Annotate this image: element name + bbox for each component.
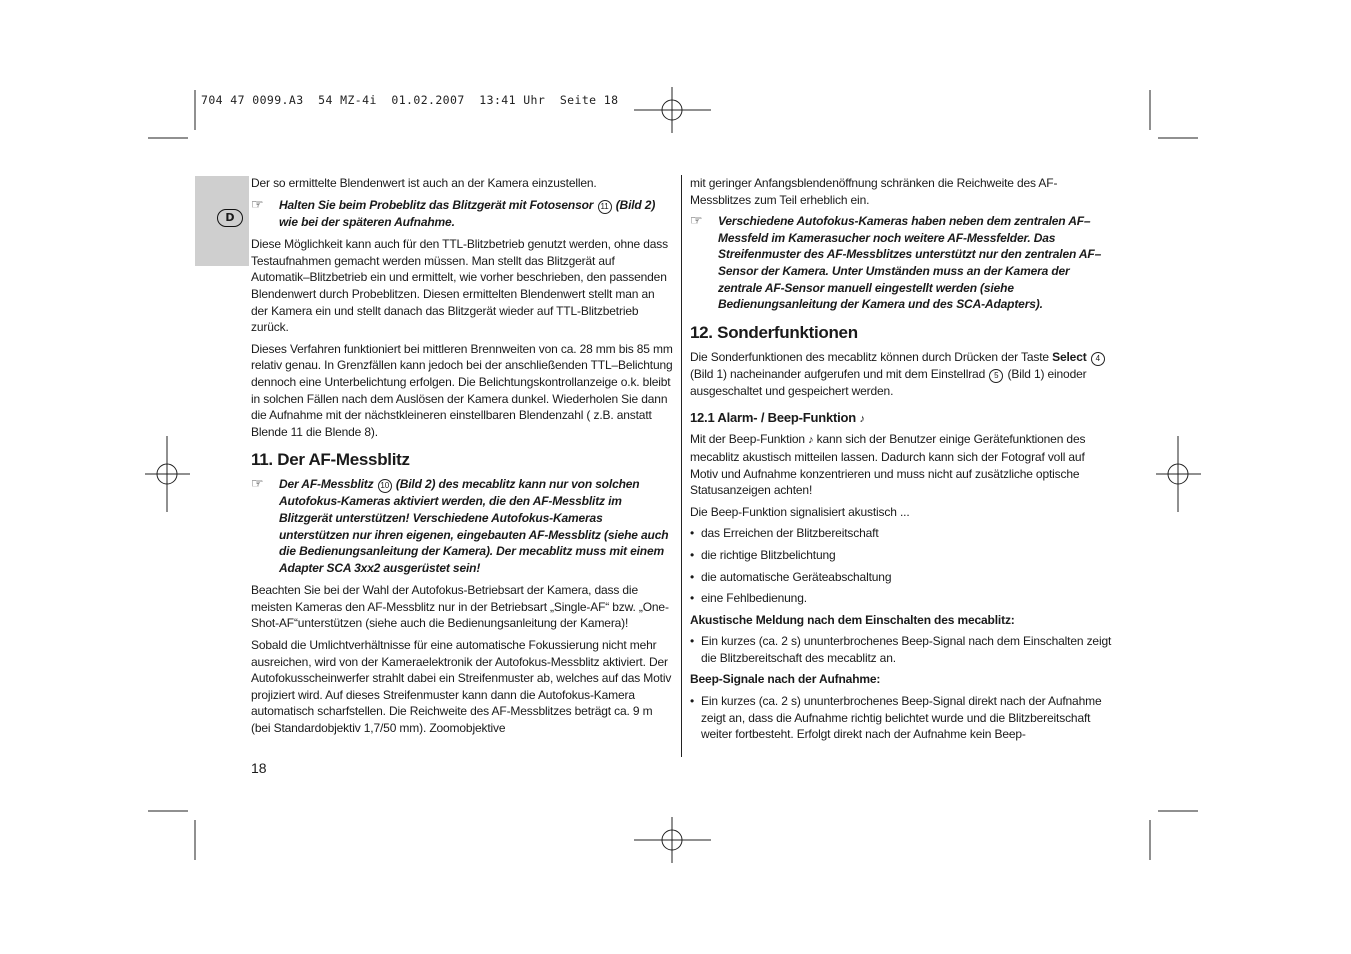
paragraph-betriebsart: Beachten Sie bei der Wahl der Autofokus-Betriebsart der Kamera, dass die meisten Kameras den AF-Messblitz nur in der Betriebsart „Single-AF“ bzw. „One-Shot-AF“unterstützen (siehe auch die Bedienungsanleitung der Kamera)! — [251, 583, 669, 631]
bullet-icon: • — [690, 569, 695, 584]
column-divider — [681, 175, 682, 757]
beep-icon: ♪ — [808, 434, 814, 447]
heading-af-messblitz: 11. Der AF-Messblitz — [251, 450, 410, 470]
list-item: • Ein kurzes (ca. 2 s) ununterbrochenes Beep-Signal nach dem Einschalten zeigt die Blitzbereitschaft des mecablitz an. — [690, 634, 1112, 665]
bullet-icon: • — [690, 547, 695, 562]
registration-mark-top — [634, 87, 711, 133]
paragraph-beep-funktion: Mit der Beep-Funktion ♪ kann sich der Benutzer einige Gerätefunktionen des mecablitz akustisch mitteilen lassen. Dadurch kann sich der Fotograf voll auf Motiv und Aufnahme konzentrieren und muss nicht auf zusätzliche optische Statusanzeigen achten! — [690, 432, 1086, 498]
reference-number-10: 10 — [378, 479, 392, 493]
paragraph-sonderfunktionen: Die Sonderfunktionen des mecablitz können durch Drücken der Taste Select 4 (Bild 1) nacheinander aufgerufen und mit dem Einstellrad 5 (Bild 1) einoder ausgeschaltet und gespeichert werden. — [690, 349, 1114, 400]
registration-mark-left — [145, 436, 190, 512]
bullet-icon: • — [690, 634, 695, 649]
note-af-messfelder: ☞ Verschiedene Autofokus-Kameras haben neben dem zentralen AF–Messfeld im Kamerasucher noch weitere AF-Messfelder. Das Streifenmuster des AF-Messblitzes unterstützt nur den zentralen AF–Sensor der Kamera. Unter Umständen muss an der Kamera der zentrale AF-Sensor manuell eingestellt werden (siehe Bedienungsanleitung der Kamera und des SCA-Adapters). — [690, 212, 1102, 312]
list-item: • das Erreichen der Blitzbereitschaft — [690, 526, 879, 541]
left-column — [251, 175, 673, 742]
heading-beep-funktion: 12.1 Alarm- / Beep-Funktion ♪ — [690, 410, 865, 426]
paragraph-umlicht: Sobald die Umlichtverhältnisse für eine automatische Fokussierung nicht mehr ausreichen, wird von der Kameraelektronik der Autofokus-Messblitz aktiviert. Der Autofokusscheinwerfer strahlt dabei ein Streifenmuster ab, welches auf das Motiv projiziert wird. Auf dieses Streifenmuster kann dann die Autofokus-Kamera automatisch scharfstellen. Die Reichweite des AF-Messblitzes beträgt ca. 9 m (bei Standardobjektiv 1,7/50 mm). Zoomobjektive — [251, 638, 672, 736]
pointing-hand-icon: ☞ — [251, 195, 264, 212]
paragraph-brennweiten: Dieses Verfahren funktioniert bei mittleren Brennweiten von ca. 28 mm bis 85 mm relativ genau. In Grenzfällen kann jedoch bei der anschließenden TTL–Belichtung dennoch eine Unterbelichtung erfolgen. Die Belichtungskontrollanzeige o.k. bleibt in solchen Fällen nach dem Auslösen der Kamera dunkel. Wiederholen Sie dann die Aufnahme mit der nächstkleineren einstellbaren Blendenzahl ( z.B. anstatt Blende 11 die Blende 8). — [251, 341, 673, 439]
page-number: 18 — [251, 760, 267, 776]
heading-sonderfunktionen: 12. Sonderfunktionen — [690, 322, 858, 342]
list-item: • eine Fehlbedienung. — [690, 591, 807, 606]
reference-number-11: 11 — [598, 200, 612, 214]
intro-paragraph: Der so ermittelte Blendenwert ist auch an der Kamera einzustellen. — [251, 176, 597, 190]
right-column — [690, 175, 1114, 748]
continuation-paragraph: mit geringer Anfangsblendenöffnung schränken die Reichweite des AF-Messblitzes zum Teil erheblich ein. — [690, 176, 1058, 207]
reference-number-5: 5 — [989, 369, 1003, 383]
list-item: • die richtige Blitzbelichtung — [690, 547, 836, 562]
print-slug-line: 704 47 0099.A3 54 MZ-4i 01.02.2007 13:41 Uhr Seite 18 — [201, 93, 619, 107]
select-key-label: Select — [1052, 349, 1087, 364]
label-nach-aufnahme: Beep-Signale nach der Aufnahme: — [690, 672, 881, 687]
label-einschalten: Akustische Meldung nach dem Einschalten des mecablitz: — [690, 612, 1015, 627]
registration-mark-right — [1156, 436, 1201, 512]
beep-icon: ♪ — [859, 413, 865, 426]
bullet-icon: • — [690, 694, 695, 709]
list-item: • die automatische Geräteabschaltung — [690, 569, 892, 584]
paragraph-signalisiert: Die Beep-Funktion signalisiert akustisch ... — [690, 504, 910, 519]
bullet-icon: • — [690, 526, 695, 541]
paragraph-ttl: Diese Möglichkeit kann auch für den TTL-Blitzbetrieb genutzt werden, ohne dass Testaufnahmen gemacht werden müssen. Man stellt das Blitzgerät auf Automatik–Blitzbetrieb ein und ermittelt, wie vorher beschrieben, den passenden Blendenwert durch Probeblitzen. Diesen ermittelten Blendenwert stellt man an der Kamera ein und stellt danach das Blitzgerät wieder auf TTL-Blitzbetrieb zurück. — [251, 237, 668, 335]
reference-number-4: 4 — [1091, 352, 1105, 366]
pointing-hand-icon: ☞ — [251, 475, 264, 492]
list-item: • Ein kurzes (ca. 2 s) ununterbrochenes Beep-Signal direkt nach der Aufnahme zeigt an, dass die Aufnahme richtig belichtet wurde und die Blitzbereitschaft weiter fortbesteht. Erfolgt direkt nach der Aufnahme kein Beep- — [690, 694, 1102, 742]
registration-mark-bottom — [634, 817, 711, 863]
note-probeblitz: ☞ Halten Sie beim Probeblitz das Blitzgerät mit Fotosensor 11 (Bild 2) wie bei der späteren Aufnahme. — [251, 195, 656, 229]
language-badge: D — [217, 209, 243, 227]
pointing-hand-icon: ☞ — [690, 212, 703, 229]
note-af-messblitz: ☞ Der AF-Messblitz 10 (Bild 2) des mecablitz kann nur von solchen Autofokus-Kameras aktiviert werden, die den AF-Messblitz im Blitzgerät unterstützen! Verschiedene Autofokus-Kameras unterstützen nur ihren eigenen, eingebauten AF-Messblitz (siehe auch die Bedienungsanleitung der Kamera). Der mecablitz muss mit einem Adapter SCA 3xx2 ausgerüstet sein! — [251, 475, 669, 575]
bullet-icon: • — [690, 591, 695, 606]
